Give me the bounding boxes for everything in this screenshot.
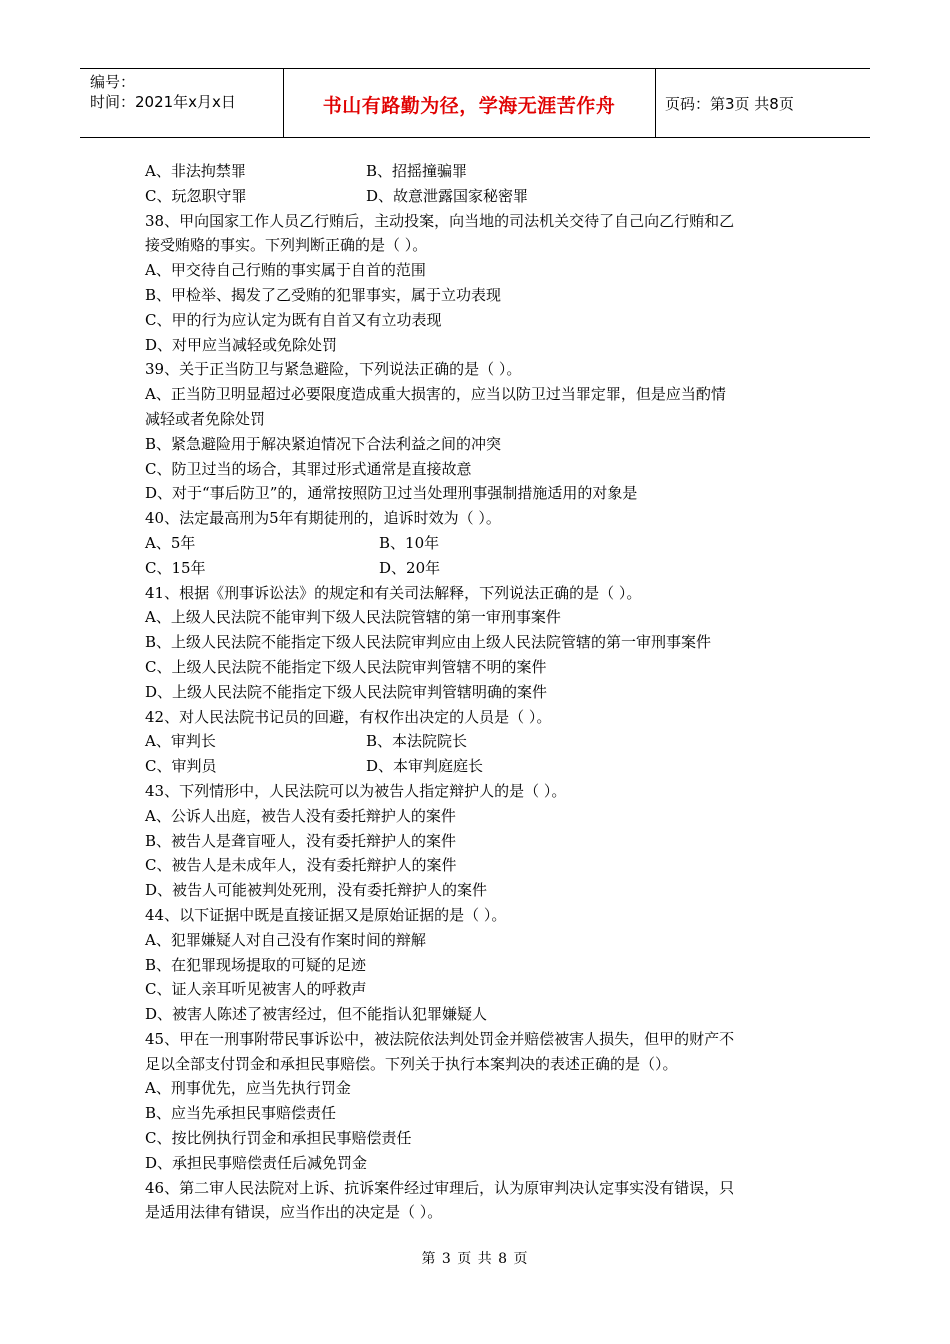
option-left: C、15年 [145,558,206,577]
header-divider [655,69,656,137]
option-row [145,159,810,184]
text-line: C、被告人是未成年人，没有委托辩护人的案件 [145,856,457,875]
option-right: B、招摇撞骗罪 [366,162,468,180]
text-line: 接受贿赂的事实。下列判断正确的是（ ）。 [145,236,428,255]
text-line: A、刑事优先，应当先执行罚金 [145,1079,351,1098]
text-line: A、上级人民法院不能审判下级人民法院管辖的第一审刑事案件 [145,608,561,627]
text-line: D、对甲应当减轻或免除处罚 [145,335,338,354]
text-line: A、犯罪嫌疑人对自己没有作案时间的辩解 [145,930,426,949]
text-line: B、在犯罪现场提取的可疑的足迹 [145,955,367,974]
text-line: 足以全部支付罚金和承担民事赔偿。下列关于执行本案判决的表述正确的是（）。 [145,1054,678,1073]
option-row [145,531,810,556]
text-line: C、甲的行为应认定为既有自首又有立功表现 [145,310,442,329]
text-line: D、对于“事后防卫”的，通常按照防卫过当处理刑事强制措施适用的对象是 [145,484,638,503]
option-left: A、审判长 [145,732,216,751]
option-left: C、审判员 [145,757,217,776]
option-right: D、故意泄露国家秘密罪 [366,186,529,205]
text-line: 减轻或者免除处罚 [145,409,266,428]
text-line: C、按比例执行罚金和承担民事赔偿责任 [145,1129,412,1148]
header-motto: 书山有路勤为径，学海无涯苦作舟 [322,95,616,117]
text-line: 42、对人民法院书记员的回避，有权作出决定的人员是（ ）。 [145,707,552,726]
text-line: B、甲检举、揭发了乙受贿的犯罪事实，属于立功表现 [145,285,502,304]
text-line: C、防卫过当的场合，其罪过形式通常是直接故意 [145,459,472,478]
text-line: A、公诉人出庭，被告人没有委托辩护人的案件 [145,806,456,825]
text-line: 45、甲在一刑事附带民事诉讼中，被法院依法判处罚金并赔偿被害人损失，但甲的财产不 [145,1029,735,1048]
text-line: 39、关于正当防卫与紧急避险，下列说法正确的是（ ）。 [145,360,522,379]
text-line: 46、第二审人民法院对上诉、抗诉案件经过审理后，认为原审判决认定事实没有错误，只 [145,1178,735,1197]
option-left: A、非法拘禁罪 [145,162,246,180]
document-header [80,68,870,138]
text-line: D、被告人可能被判处死刑，没有委托辩护人的案件 [145,881,488,900]
option-left: C、玩忽职守罪 [145,186,247,205]
option-right: D、20年 [379,558,441,577]
option-row [145,184,810,209]
text-line: 44、以下证据中既是直接证据又是原始证据的是（ ）。 [145,905,507,924]
option-row [145,729,810,754]
text-line: B、应当先承担民事赔偿责任 [145,1104,337,1123]
text-line: B、被告人是聋盲哑人，没有委托辩护人的案件 [145,831,457,850]
text-line: D、承担民事赔偿责任后减免罚金 [145,1153,368,1172]
text-line: 40、法定最高刑为5年有期徒刑的，追诉时效为（ ）。 [145,509,501,528]
serial-label: 编号： [90,73,136,91]
text-line: B、紧急避险用于解决紧迫情况下合法利益之间的冲突 [145,434,502,453]
header-meta [90,72,236,112]
document-body [145,159,810,1225]
text-line: 43、下列情形中，人民法院可以为被告人指定辩护人的是（ ）。 [145,781,567,800]
text-line: B、上级人民法院不能指定下级人民法院审判应由上级人民法院管辖的第一审刑事案件 [145,633,712,652]
text-line: A、正当防卫明显超过必要限度造成重大损害的，应当以防卫过当罪定罪，但是应当酌情 [145,385,726,404]
text-line: A、甲交待自己行贿的事实属于自首的范围 [145,261,426,280]
text-line: D、上级人民法院不能指定下级人民法院审判管辖明确的案件 [145,682,548,701]
time-label: 时间：2021年x月x日 [90,93,236,111]
text-line: D、被害人陈述了被害经过，但不能指认犯罪嫌疑人 [145,1005,488,1024]
option-left: A、5年 [145,533,196,552]
option-row [145,754,810,779]
option-right: B、10年 [379,533,440,552]
text-line: 38、甲向国家工作人员乙行贿后，主动投案，向当地的司法机关交待了自己向乙行贿和乙 [145,211,735,230]
option-right: D、本审判庭庭长 [366,757,484,776]
text-line: 41、根据《刑事诉讼法》的规定和有关司法解释，下列说法正确的是（ ）。 [145,583,642,602]
text-line: C、上级人民法院不能指定下级人民法院审判管辖不明的案件 [145,657,547,676]
text-line: C、证人亲耳听见被害人的呼救声 [145,980,367,999]
option-row [145,556,810,581]
text-line: 是适用法律有错误，应当作出的决定是（ ）。 [145,1203,443,1222]
option-right: B、本法院院长 [366,732,468,751]
page-footer: 第 3 页 共 8 页 [421,1251,529,1267]
header-page-info: 页码：第3页 共8页 [665,95,794,113]
